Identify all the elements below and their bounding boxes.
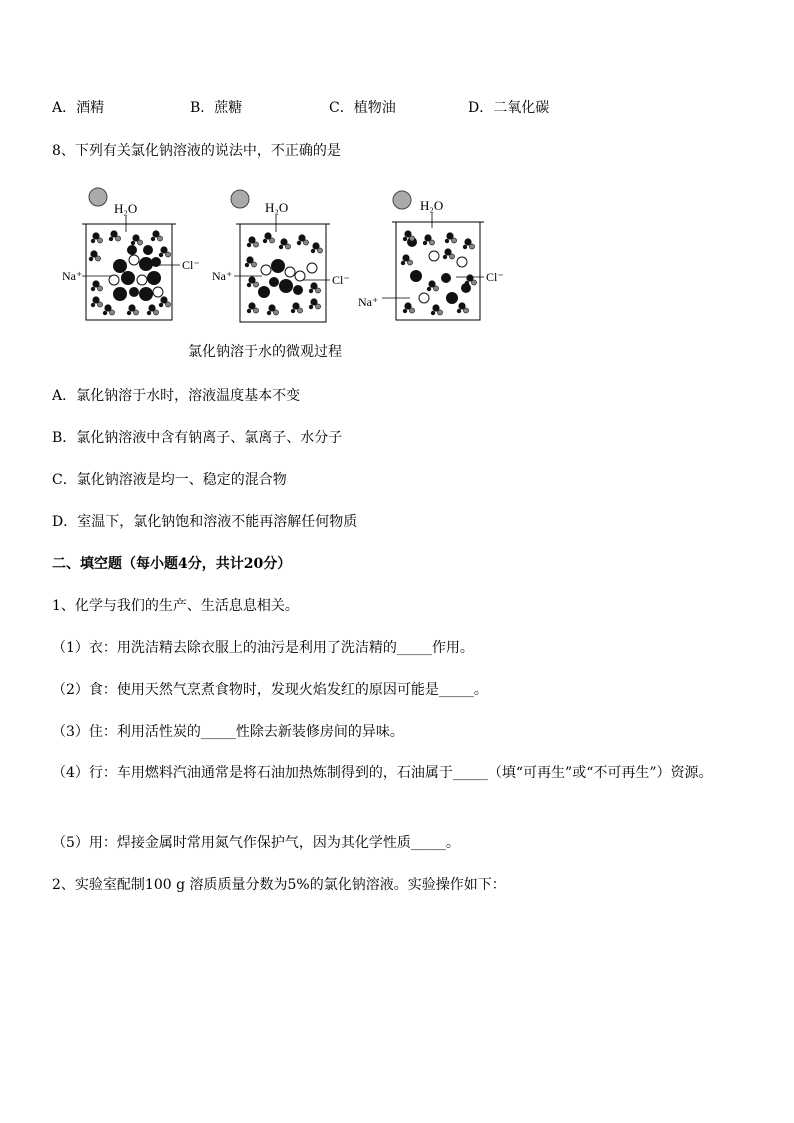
- q8-stem: 8、下列有关氯化钠溶液的说法中，不正确的是: [52, 143, 341, 159]
- water-label: H₂O: [420, 198, 444, 213]
- fill-q1-item-1: （1）衣：用洗洁精去除衣服上的油污是利用了洗洁精的_____作用。: [52, 640, 474, 656]
- q8-option-c: C．氯化钠溶液是均一、稳定的混合物: [52, 472, 287, 488]
- fill-q1-stem: 1、化学与我们的生产、生活息息相关。: [52, 598, 299, 614]
- q8-option-a: A．氯化钠溶于水时，溶液温度基本不变: [52, 388, 301, 404]
- chloride-ion-label: Cl⁻: [182, 258, 200, 272]
- sodium-ion-label: Na⁺: [212, 269, 233, 283]
- fill-q2-stem: 2、实验室配制100 g 溶质质量分数为5%的氯化钠溶液。实验操作如下：: [52, 877, 506, 893]
- q8-option-b: B．氯化钠溶液中含有钠离子、氯离子、水分子: [52, 430, 343, 446]
- fill-q1-item-2: （2）食：使用天然气烹煮食物时，发现火焰发红的原因可能是_____。: [52, 682, 488, 698]
- sodium-ion-label: Na⁺: [62, 269, 83, 283]
- fill-q1-item-5: （5）用：焊接金属时常用氮气作保护气，因为其化学性质_____。: [52, 835, 460, 851]
- chloride-ion-label: Cl⁻: [486, 270, 504, 284]
- q7-option-a: A．酒精: [52, 100, 105, 116]
- water-label: H₂O: [265, 200, 289, 215]
- chloride-ion-label: Cl⁻: [332, 273, 350, 287]
- fill-q1-item-4: （4）行：车用燃料汽油通常是将石油加热炼制得到的，石油属于_____（填“可再生”或“不可再生”）资源。: [52, 765, 713, 781]
- fill-q1-item-3: （3）住：利用活性炭的_____性除去新装修房间的异味。: [52, 724, 404, 740]
- water-molecule-legend-icon: [89, 188, 107, 206]
- q7-option-b: B．蔗糖: [190, 100, 243, 116]
- section-heading: 二、填空题（每小题4分，共计20分）: [52, 556, 292, 572]
- water-molecule-legend-icon: [393, 191, 411, 209]
- beaker-3: [358, 191, 504, 320]
- hydrated-ions: [407, 237, 471, 304]
- nacl-partial-crystal: [258, 259, 317, 298]
- water-molecule-legend-icon: [231, 190, 249, 208]
- q7-option-d: D．二氧化碳: [468, 100, 550, 116]
- sodium-ion-label: Na⁺: [358, 295, 379, 309]
- q7-option-c: C．植物油: [329, 100, 396, 116]
- nacl-dissolution-figure: [52, 180, 512, 340]
- water-label: H₂O: [114, 201, 138, 216]
- nacl-crystal: [109, 245, 163, 301]
- beaker-2: [212, 190, 350, 322]
- q8-option-d: D．室温下，氯化钠饱和溶液不能再溶解任何物质: [52, 514, 358, 530]
- figure-caption: 氯化钠溶于水的微观过程: [188, 344, 342, 360]
- beaker-1: [62, 188, 200, 320]
